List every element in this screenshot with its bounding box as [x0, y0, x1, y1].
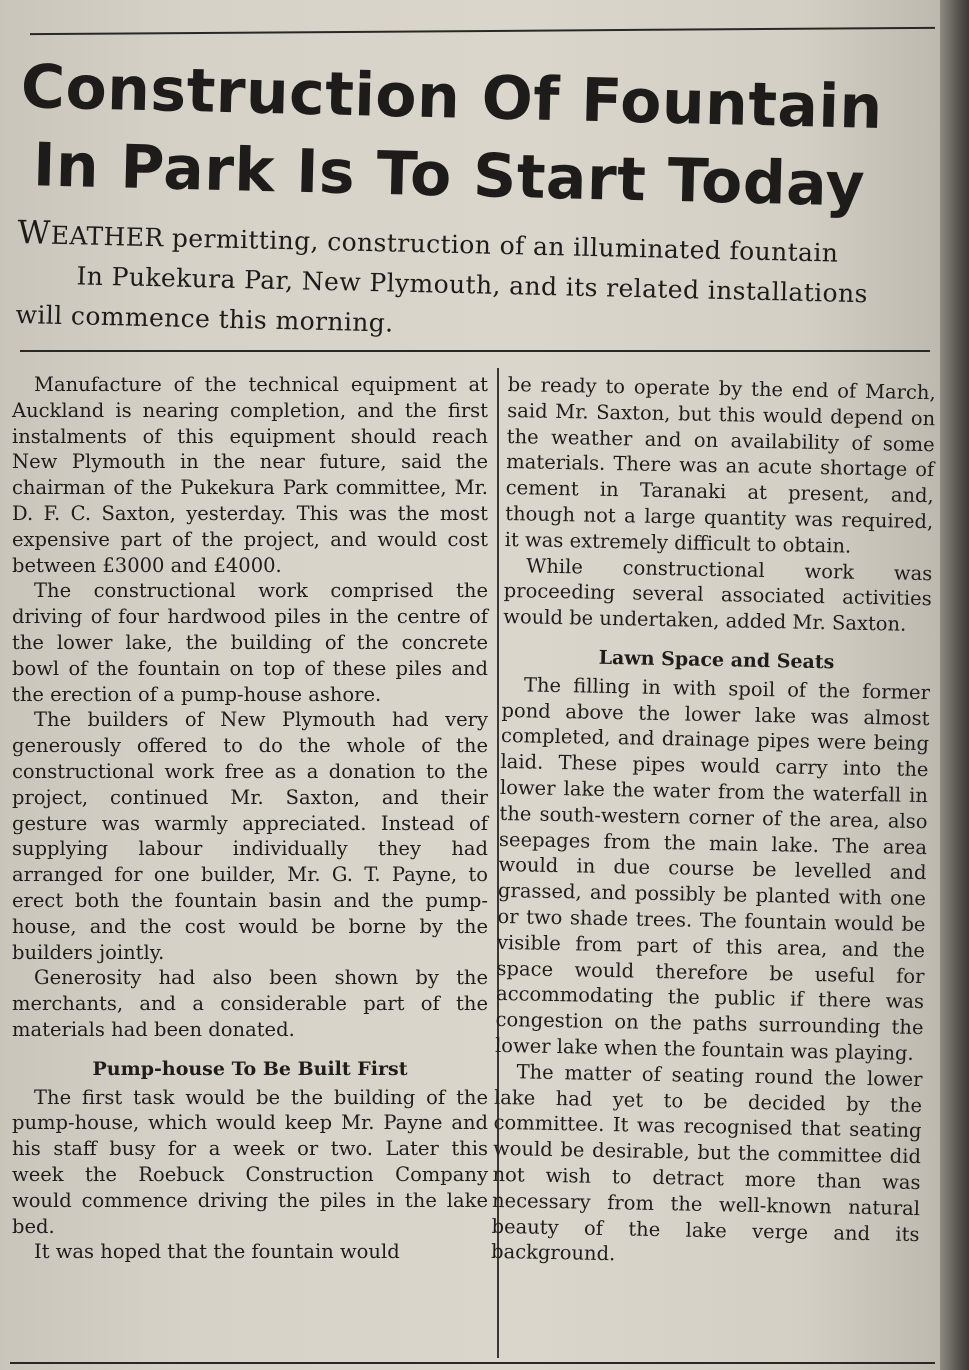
col1-paragraph-5: The first task would be the building of the pump-house, which would keep Mr. Payne and his staff busy for a week or two. Later this week the Roebuck Construction Company would commence driving the piles in the lake bed. — [12, 1085, 488, 1238]
col1-paragraph-2: The constructional work comprised the driving of four hardwood piles in the centre of the lower lake, the building of the concrete bowl of the fountain on top of these piles and the erection of a pump-house ashore. — [12, 579, 488, 706]
headline-line-1: Construction Of Fountain — [20, 51, 884, 144]
headline — [18, 48, 942, 226]
col1-paragraph-3: The builders of New Plymouth had very generously offered to do the whole of the constructional work free as a donation to the project, continued Mr. Saxton, and their gesture was warmly appreciated. Instead of supplying labour individually they had arranged for one builder, Mr. G. T. Payne, to erect both the fountain basin and the pump-house, and the cost would be borne by the builders jointly. — [12, 708, 488, 964]
col2-paragraph-2: While constructional work was proceeding several associated activities would be undertaken, added Mr. Saxton. — [503, 553, 933, 636]
intro-line-3: will commence this morning. — [15, 299, 394, 338]
bottom-rule — [10, 1362, 935, 1364]
intro-paragraph — [15, 212, 933, 356]
drop-cap: W — [17, 212, 52, 252]
column-2 — [491, 372, 936, 1273]
col2-paragraph-4: The matter of seating round the lower lake had yet to be decided by the committee. It was recognised that seating would be desirable, but the committee did not wish to detract more than was necessary from the well-known natural beauty of the lake verge and its background. — [490, 1060, 923, 1266]
col1-paragraph-1: Manufacture of the technical equipment at Auckland is nearing completion, and the first instalments of this equipment should reach New Plymouth in the near future, said the chairman of the Pukekura Park committee, Mr. D. F. C. Saxton, yesterday. This was the most expensive part of the project, and would cost between £3000 and £4000. — [12, 373, 488, 577]
col1-paragraph-4: Generosity had also been shown by the merchants, and a considerable part of the materials had been donated. — [12, 966, 488, 1041]
col2-paragraph-3: The filling in with spoil of the former pond above the lower lake was almost completed, and drainage pipes were being laid. These pipes would carry into the lower lake the water from the waterfall in the south-western corner of the area, also seepages from the main lake. The area would in due course be levelled and grassed, and possibly be planted with one or two shade trees. The fountain would be visible from part of this area, and the space would therefore be useful for accommodating the public if there was congestion on the paths surrounding the lower lake when the fountain was playing. — [494, 673, 931, 1065]
intro-line-1-text: EATHER permitting, construction of an illuminated fountain — [50, 220, 839, 268]
subhead-lawn-space: Lawn Space and Seats — [598, 646, 835, 674]
col1-paragraph-6: It was hoped that the fountain would — [34, 1240, 400, 1264]
page-edge-shadow — [940, 0, 969, 1370]
intro-rule — [20, 350, 930, 352]
subhead-pump-house: Pump-house To Be Built First — [92, 1057, 408, 1080]
headline-line-2: In Park Is To Start Today — [32, 130, 866, 221]
intro-line-2: In Pukekura Par, New Plymouth, and its related installations — [76, 261, 869, 309]
col2-paragraph-1: be ready to operate by the end of March, said Mr. Saxton, but this would depend on the weather and on availability of some materials. There was an acute shortage of cement in Taranaki at present, and, though not a large quantity was required, it was extremely difficult to obtain. — [504, 372, 936, 558]
column-1 — [12, 372, 488, 1265]
top-rule — [30, 27, 935, 35]
